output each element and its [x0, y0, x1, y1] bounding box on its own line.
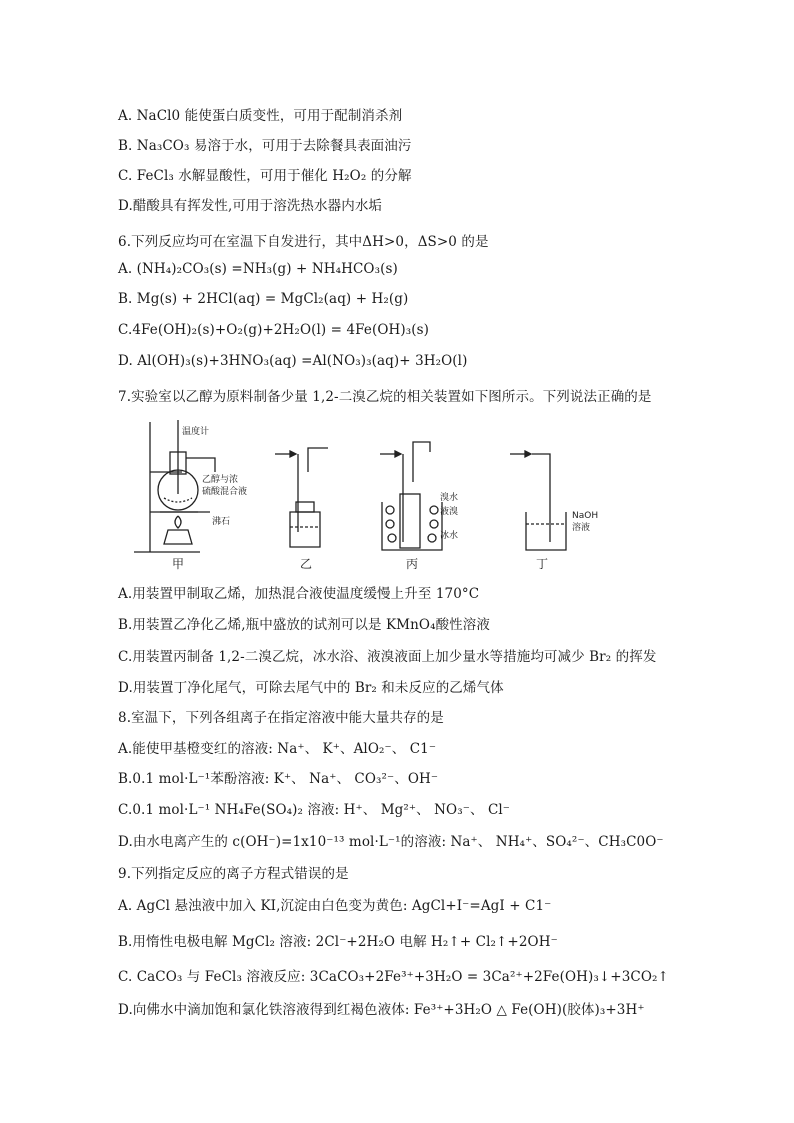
label-mixture: 乙醇与浓 — [202, 475, 239, 485]
apparatus-figure — [120, 412, 620, 572]
label-thermometer: 温度计 — [182, 427, 210, 437]
q6-stem: 6.下列反应均可在室温下自发进行，其中ΔH>0，ΔS>0 的是 — [118, 234, 489, 250]
q9-option-d: D.向佛水中滴加饱和氯化铁溶液得到红褐色液体: Fe³⁺+3H₂O △ Fe(OH)(胶体)₃+3H⁺ — [118, 1002, 645, 1018]
q8-option-b: B.0.1 mol·L⁻¹苯酚溶液: K⁺、 Na⁺、 CO₃²⁻、OH⁻ — [118, 771, 439, 787]
label-bromine-water: 溴水 — [440, 493, 459, 503]
label-solution: 溶液 — [572, 523, 591, 533]
q8-option-c: C.0.1 mol·L⁻¹ NH₄Fe(SO₄)₂ 溶液: H⁺、 Mg²⁺、 NO₃⁻、 Cl⁻ — [118, 802, 511, 818]
q7-option-c: C.用装置丙制备 1,2-二溴乙烷，冰水浴、液溴液面上加少量水等措施均可减少 Br₂ 的挥发 — [118, 649, 657, 665]
label-yi: 乙 — [300, 557, 313, 571]
label-ding: 丁 — [536, 557, 549, 571]
label-jia: 甲 — [172, 557, 185, 571]
q5-option-d: D.醋酸具有挥发性,可用于溶洗热水器内水垢 — [118, 198, 383, 214]
q7-option-b: B.用装置乙净化乙烯,瓶中盛放的试剂可以是 KMnO₄酸性溶液 — [118, 617, 490, 633]
label-mixture-2: 硫酸混合液 — [202, 487, 248, 497]
q6-option-a: A. (NH₄)₂CO₃(s) =NH₃(g) + NH₄HCO₃(s) — [118, 261, 398, 277]
label-boiling-chips: 沸石 — [212, 517, 231, 527]
q7-option-d: D.用装置丁净化尾气，可除去尾气中的 Br₂ 和未反应的乙烯气体 — [118, 680, 504, 696]
label-liquid-bromine: 液溴 — [440, 507, 459, 517]
q7-option-a: A.用装置甲制取乙烯，加热混合液使温度缓慢上升至 170°C — [118, 586, 480, 602]
label-bing: 丙 — [406, 557, 419, 571]
q9-option-b: B.用惰性电极电解 MgCl₂ 溶液: 2Cl⁻+2H₂O 电解 H₂↑+ Cl₂↑+2OH⁻ — [118, 934, 558, 950]
q7-stem: 7.实验室以乙醇为原料制备少量 1,2-二溴乙烷的相关装置如下图所示。下列说法正确的是 — [118, 389, 652, 405]
q6-option-d: D. Al(OH)₃(s)+3HNO₃(aq) =Al(NO₃)₃(aq)+ 3H₂O(l) — [118, 353, 468, 369]
q5-option-c: C. FeCl₃ 水解显酸性，可用于催化 H₂O₂ 的分解 — [118, 168, 412, 184]
q5-option-a: A. NaCl0 能使蛋白质变性，可用于配制消杀剂 — [118, 108, 403, 124]
label-ice-water: 冰水 — [440, 531, 459, 541]
q6-option-c: C.4Fe(OH)₂(s)+O₂(g)+2H₂O(l) = 4Fe(OH)₃(s) — [118, 322, 430, 338]
label-naoh: NaOH — [572, 511, 599, 521]
q8-option-a: A.能使甲基橙变红的溶液: Na⁺、 K⁺、AlO₂⁻、 C1⁻ — [118, 741, 437, 757]
q6-option-b: B. Mg(s) + 2HCl(aq) = MgCl₂(aq) + H₂(g) — [118, 291, 409, 307]
q5-option-b: B. Na₃CO₃ 易溶于水，可用于去除餐具表面油污 — [118, 138, 412, 154]
q9-option-a: A. AgCl 悬浊液中加入 KI,沉淀由白色变为黄色: AgCl+I⁻=AgI + C1⁻ — [118, 898, 552, 914]
q8-stem: 8.室温下，下列各组离子在指定溶液中能大量共存的是 — [118, 710, 444, 726]
q9-stem: 9.下列指定反应的离子方程式错误的是 — [118, 866, 349, 882]
q8-option-d: D.由水电离产生的 c(OH⁻)=1x10⁻¹³ mol·L⁻¹的溶液: Na⁺、 NH₄⁺、SO₄²⁻、CH₃C0O⁻ — [118, 834, 664, 850]
q9-option-c: C. CaCO₃ 与 FeCl₃ 溶液反应: 3CaCO₃+2Fe³⁺+3H₂O = 3Ca²⁺+2Fe(OH)₃↓+3CO₂↑ — [118, 969, 669, 985]
